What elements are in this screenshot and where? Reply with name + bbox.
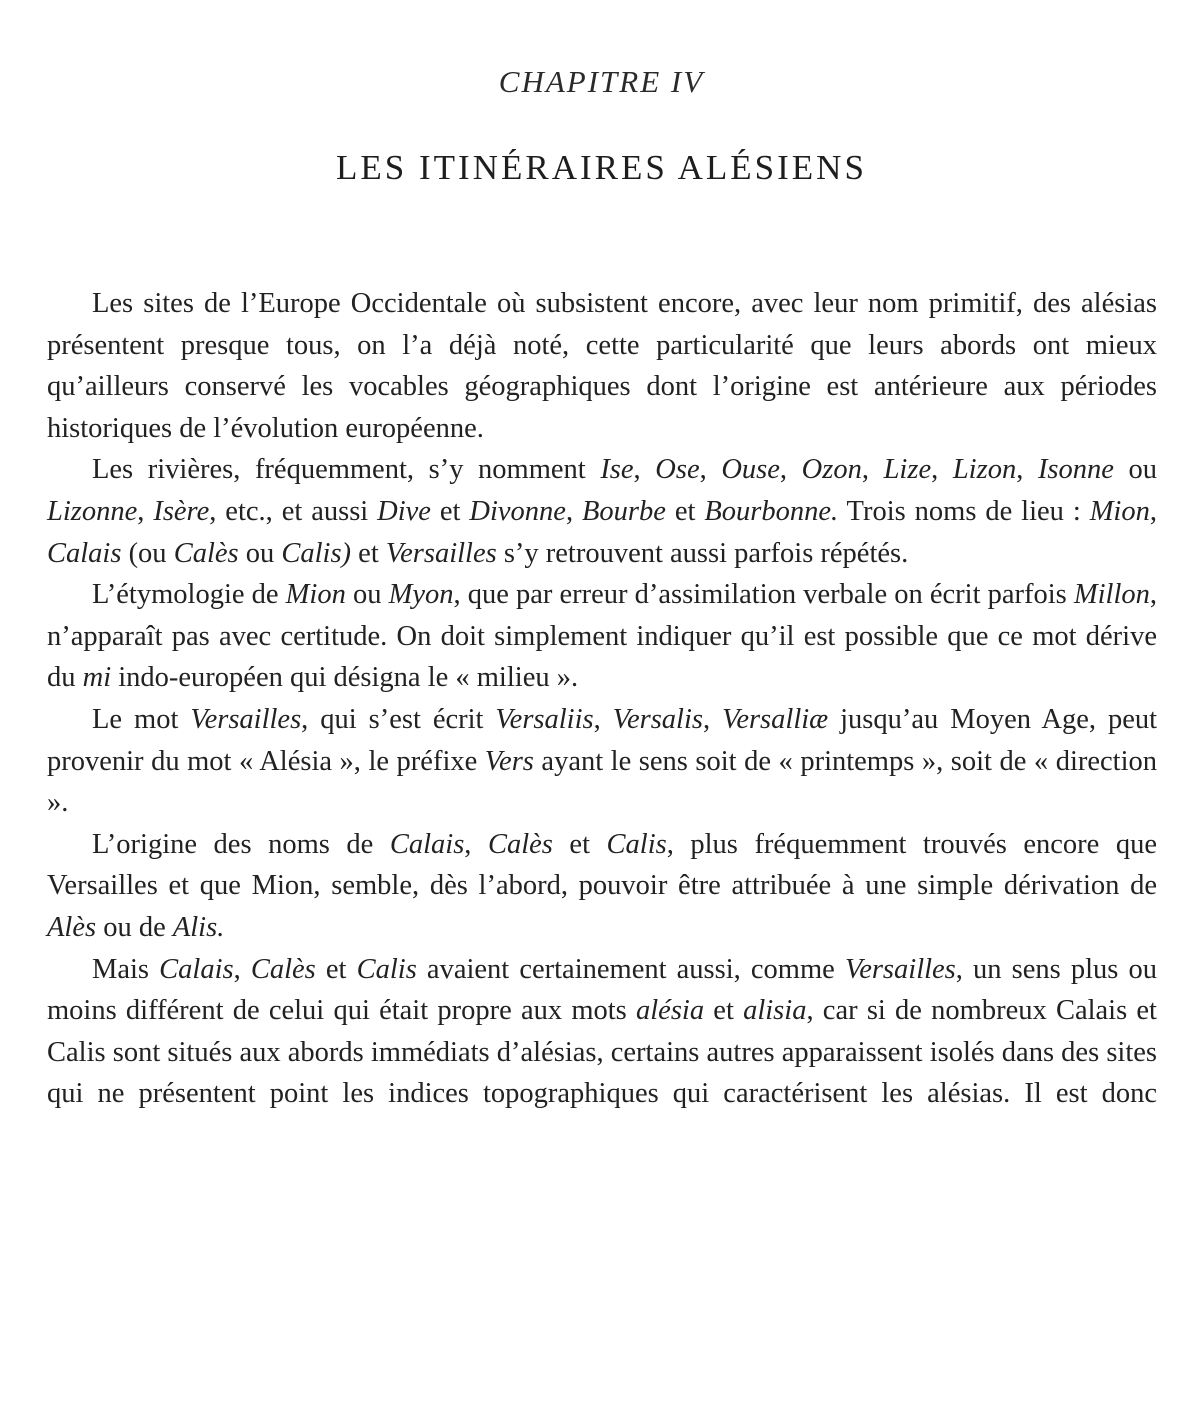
text-run: , car si de nombreux Calais et Calis sont situés aux abords immédiats d’alésias, certains autres apparaissent isolés dans des sites qui ne présentent point les indices topographiques qui caractérisent les alésias. Il est donc	[47, 995, 1157, 1110]
text-run: ,	[593, 703, 613, 735]
chapter-heading: CHAPITRE IV	[498, 64, 705, 99]
text-run: , qui s’est écrit	[301, 703, 496, 735]
text-run: Les rivières, fréquemment, s’y nomment	[92, 454, 601, 486]
italic-term: Isère	[153, 495, 210, 527]
paragraph	[47, 449, 1157, 574]
italic-term: Bourbonne.	[704, 495, 839, 527]
italic-term: Calais	[389, 828, 465, 860]
italic-term: Versailles	[385, 537, 497, 569]
italic-term: Mion	[1089, 495, 1150, 527]
italic-term: Calis	[606, 828, 667, 860]
italic-term: Ose	[655, 454, 700, 486]
italic-term: alisia	[743, 995, 807, 1027]
chapter-title: LES ITINÉRAIRES ALÉSIENS	[336, 148, 867, 187]
italic-term: Versailles	[190, 703, 302, 735]
paragraph	[47, 949, 1157, 1115]
text-run: ,	[931, 454, 953, 486]
italic-term: Versalliæ	[722, 703, 829, 735]
text-run: ,	[1149, 495, 1157, 527]
italic-term: Isonne	[1037, 454, 1114, 486]
text-run: ,	[137, 495, 154, 527]
text-run: ou de	[96, 911, 173, 943]
italic-term: Alès	[47, 911, 97, 943]
body-text	[47, 283, 1157, 1115]
paragraph	[47, 574, 1157, 699]
text-run: ,	[565, 495, 583, 527]
text-run: ,	[779, 454, 802, 486]
text-run: s’y retrouvent aussi parfois répétés.	[496, 537, 909, 569]
text-run: ,	[699, 454, 722, 486]
text-run: et	[704, 995, 744, 1027]
italic-term: Lizonne	[47, 495, 138, 527]
text-run: Mais	[92, 953, 160, 985]
text-run: ou	[238, 537, 282, 569]
italic-term: Myon	[388, 579, 454, 611]
italic-term: Calais	[47, 537, 122, 569]
text-run: (ou	[121, 537, 174, 569]
italic-term: alésia	[636, 995, 705, 1027]
text-run: ou	[345, 579, 389, 611]
text-run: et	[315, 953, 357, 985]
paragraph	[47, 283, 1157, 449]
italic-term: Calais	[159, 953, 234, 985]
text-run: , etc., et aussi	[209, 495, 378, 527]
text-run: et	[430, 495, 470, 527]
paragraph	[47, 824, 1157, 949]
text-run: avaient certainement aussi, comme	[416, 953, 845, 985]
text-run: et	[665, 495, 705, 527]
text-run: indo-européen qui désigna le « milieu ».	[111, 662, 579, 694]
italic-term: Vers	[484, 745, 534, 777]
text-run: ayant le sens soit de « printemps », soit de « direction ».	[47, 745, 1157, 819]
text-run: ,	[464, 828, 488, 860]
text-run: ou	[1113, 454, 1158, 486]
italic-term: Calès	[487, 828, 553, 860]
italic-term: Versailles	[844, 953, 956, 985]
italic-term: Lizon	[952, 454, 1017, 486]
italic-term: Millon	[1073, 579, 1150, 611]
italic-term: Bourbe	[582, 495, 666, 527]
text-run: et	[552, 828, 607, 860]
italic-term: Calis	[356, 953, 417, 985]
text-run: , un sens plus ou moins différent de celui qui était propre aux mots	[47, 953, 1158, 1027]
italic-term: Ouse	[721, 454, 780, 486]
italic-term: mi	[82, 662, 112, 694]
text-run: L’origine des noms de	[92, 828, 390, 860]
italic-term: Calès	[173, 537, 239, 569]
italic-term: Mion	[285, 579, 346, 611]
italic-term: Calis)	[281, 537, 352, 569]
italic-term: Versalis	[612, 703, 703, 735]
text-run: L’étymologie de	[92, 579, 286, 611]
text-run: ,	[861, 454, 884, 486]
italic-term: Lize	[883, 454, 932, 486]
text-run: ,	[1016, 454, 1038, 486]
text-run: ,	[702, 703, 723, 735]
italic-term: Versaliis	[495, 703, 594, 735]
italic-term: Alis.	[172, 911, 225, 943]
italic-term: Calès	[250, 953, 316, 985]
text-run: Le mot	[92, 703, 191, 735]
italic-term: Dive	[377, 495, 431, 527]
italic-term: Ozon	[801, 454, 862, 486]
text-run: , plus fréquemment trouvés encore que Versailles et que Mion, semble, dès l’abord, pouvoir être attribuée à une simple dérivation de	[47, 828, 1157, 902]
text-run: , que par erreur d’assimilation verbale on écrit parfois	[453, 579, 1074, 611]
italic-term: Divonne	[469, 495, 566, 527]
text-run: Les sites de l’Europe Occidentale où subsistent encore, avec leur nom primitif, des alésias présentent presque tous, on l’a déjà noté, cette particularité que leurs abords ont mieux qu’ailleurs conservé les vocables géographiques dont l’origine est antérieure aux périodes historiques de l’évolution européenne.	[47, 288, 1157, 444]
text-run: , n’apparaît pas avec certitude. On doit simplement indiquer qu’il est possible que ce mot dérive du	[47, 579, 1158, 694]
text-run: jusqu’au Moyen Age, peut provenir du mot « Alésia », le préfixe	[47, 703, 1158, 777]
text-run: Trois noms de lieu :	[838, 495, 1090, 527]
paragraph	[47, 699, 1157, 824]
text-run: et	[351, 537, 386, 569]
italic-term: Ise	[600, 454, 634, 486]
text-run: ,	[233, 953, 251, 985]
text-run: ,	[633, 454, 656, 486]
